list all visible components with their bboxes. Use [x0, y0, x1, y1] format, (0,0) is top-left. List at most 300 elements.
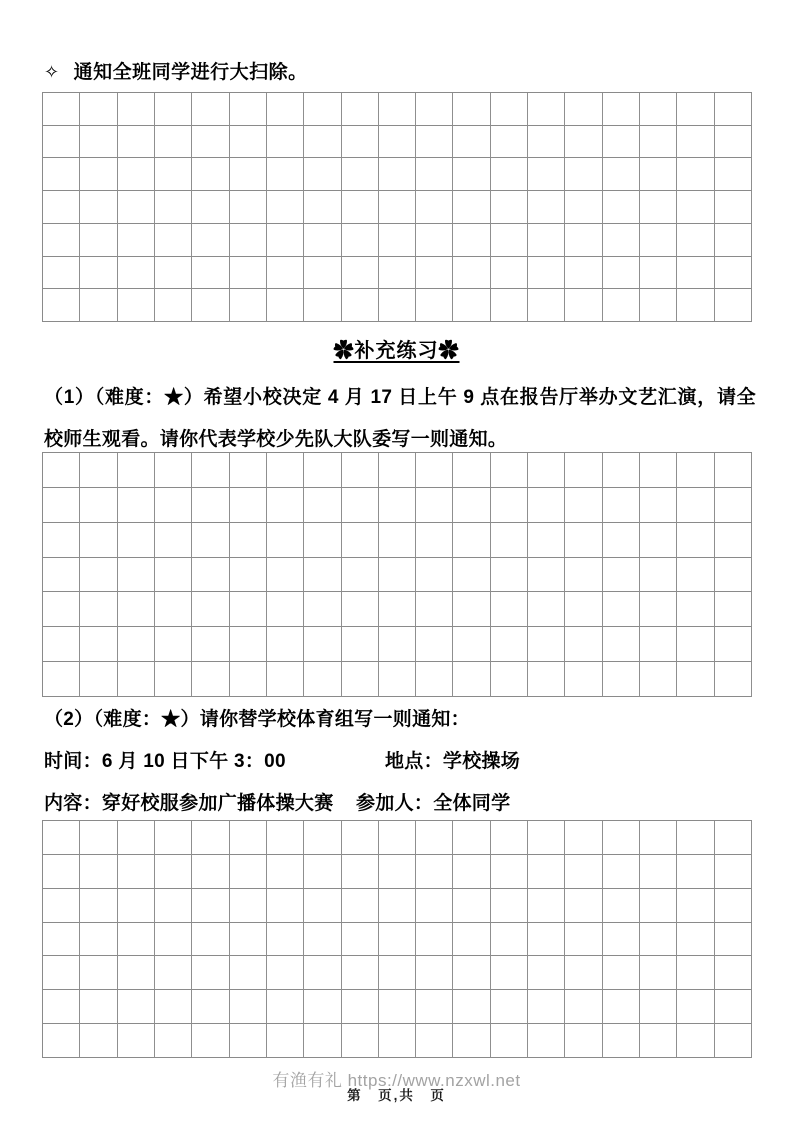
grid-cell: [80, 558, 117, 593]
grid-cell: [118, 523, 155, 558]
grid-cell: [491, 855, 528, 889]
grid-cell: [230, 488, 267, 523]
grid-cell: [453, 558, 490, 593]
grid-cell: [304, 558, 341, 593]
grid-cell: [603, 956, 640, 990]
grid-cell: [43, 990, 80, 1024]
grid-cell: [230, 558, 267, 593]
grid-cell: [491, 126, 528, 159]
grid-cell: [304, 289, 341, 322]
grid-cell: [80, 662, 117, 697]
grid-cell: [230, 224, 267, 257]
grid-cell: [603, 855, 640, 889]
grid-cell: [640, 257, 677, 290]
grid-cell: [677, 662, 714, 697]
grid-cell: [43, 191, 80, 224]
grid-cell: [379, 662, 416, 697]
grid-cell: [43, 126, 80, 159]
grid-cell: [603, 453, 640, 488]
grid-cell: [603, 289, 640, 322]
grid-cell: [565, 558, 602, 593]
grid-cell: [80, 592, 117, 627]
grid-cell: [491, 662, 528, 697]
grid-cell: [528, 662, 565, 697]
grid-cell: [453, 1024, 490, 1058]
grid-cell: [528, 523, 565, 558]
grid-cell: [640, 923, 677, 957]
grid-cell: [304, 126, 341, 159]
grid-cell: [267, 488, 304, 523]
grid-cell: [603, 1024, 640, 1058]
grid-cell: [379, 889, 416, 923]
grid-cell: [155, 224, 192, 257]
grid-cell: [565, 855, 602, 889]
grid-cell: [528, 126, 565, 159]
grid-cell: [677, 627, 714, 662]
grid-cell: [80, 191, 117, 224]
exercise2-time: 时间：6 月 10 日下午 3：00: [44, 751, 286, 772]
bullet-item: [44, 57, 754, 84]
section-heading-text: ✿补充练习✿: [333, 340, 460, 362]
grid-cell: [80, 855, 117, 889]
grid-cell: [603, 191, 640, 224]
grid-cell: [43, 956, 80, 990]
grid-cell: [640, 592, 677, 627]
grid-cell: [565, 257, 602, 290]
grid-cell: [304, 453, 341, 488]
grid-cell: [453, 990, 490, 1024]
grid-cell: [304, 889, 341, 923]
grid-cell: [565, 889, 602, 923]
grid-cell: [603, 93, 640, 126]
grid-cell: [416, 191, 453, 224]
answer-grid-2: [42, 452, 752, 697]
grid-cell: [416, 889, 453, 923]
grid-cell: [603, 821, 640, 855]
grid-cell: [118, 990, 155, 1024]
grid-cell: [416, 558, 453, 593]
grid-cell: [192, 889, 229, 923]
grid-cell: [267, 662, 304, 697]
page-number-text: 第 页,共 页: [347, 1088, 446, 1103]
grid-cell: [453, 453, 490, 488]
grid-cell: [565, 126, 602, 159]
grid-cell: [677, 855, 714, 889]
grid-cell: [528, 224, 565, 257]
grid-cell: [491, 990, 528, 1024]
grid-cell: [267, 889, 304, 923]
grid-cell: [416, 855, 453, 889]
grid-cell: [677, 453, 714, 488]
grid-cell: [491, 289, 528, 322]
grid-cell: [192, 93, 229, 126]
grid-cell: [453, 224, 490, 257]
grid-cell: [640, 453, 677, 488]
grid-cell: [342, 923, 379, 957]
grid-cell: [528, 93, 565, 126]
grid-cell: [342, 257, 379, 290]
grid-cell: [342, 289, 379, 322]
grid-cell: [118, 956, 155, 990]
grid-cell: [565, 990, 602, 1024]
grid-cell: [192, 523, 229, 558]
grid-cell: [192, 990, 229, 1024]
grid-cell: [453, 289, 490, 322]
grid-cell: [192, 488, 229, 523]
grid-cell: [677, 889, 714, 923]
grid-cell: [491, 257, 528, 290]
grid-cell: [491, 558, 528, 593]
grid-cell: [603, 990, 640, 1024]
grid-cell: [453, 191, 490, 224]
grid-cell: [640, 224, 677, 257]
grid-cell: [43, 821, 80, 855]
grid-cell: [379, 289, 416, 322]
grid-cell: [603, 523, 640, 558]
grid-cell: [528, 257, 565, 290]
grid-cell: [342, 224, 379, 257]
grid-cell: [118, 289, 155, 322]
grid-cell: [118, 93, 155, 126]
grid-cell: [80, 956, 117, 990]
grid-cell: [80, 224, 117, 257]
grid-cell: [565, 289, 602, 322]
grid-cell: [603, 662, 640, 697]
grid-cell: [80, 1024, 117, 1058]
grid-cell: [230, 158, 267, 191]
grid-cell: [192, 662, 229, 697]
grid-cell: [342, 990, 379, 1024]
grid-cell: [43, 488, 80, 523]
grid-cell: [155, 956, 192, 990]
grid-cell: [155, 257, 192, 290]
grid-cell: [342, 956, 379, 990]
grid-cell: [192, 627, 229, 662]
exercise1-text: （1）（难度：★）希望小校决定 4 月 17 日上午 9 点在报告厅举办文艺汇演，请全校师生观看。请你代表学校少先队大队委写一则通知。: [44, 387, 756, 450]
grid-cell: [342, 523, 379, 558]
grid-cell: [416, 93, 453, 126]
grid-cell: [715, 1024, 752, 1058]
grid-cell: [230, 923, 267, 957]
grid-cell: [230, 289, 267, 322]
grid-cell: [118, 627, 155, 662]
grid-cell: [230, 592, 267, 627]
grid-cell: [155, 855, 192, 889]
grid-cell: [155, 126, 192, 159]
grid-cell: [80, 821, 117, 855]
grid-cell: [565, 923, 602, 957]
grid-cell: [416, 662, 453, 697]
grid-cell: [715, 889, 752, 923]
grid-cell: [342, 855, 379, 889]
grid-cell: [565, 488, 602, 523]
grid-cell: [155, 453, 192, 488]
grid-cell: [416, 923, 453, 957]
grid-cell: [230, 1024, 267, 1058]
grid-cell: [304, 191, 341, 224]
grid-cell: [416, 592, 453, 627]
grid-cell: [80, 889, 117, 923]
grid-cell: [715, 923, 752, 957]
grid-cell: [677, 956, 714, 990]
grid-cell: [640, 662, 677, 697]
grid-cell: [230, 855, 267, 889]
grid-cell: [80, 257, 117, 290]
grid-cell: [416, 126, 453, 159]
grid-cell: [715, 488, 752, 523]
grid-cell: [603, 126, 640, 159]
grid-cell: [43, 923, 80, 957]
grid-cell: [640, 488, 677, 523]
grid-cell: [80, 488, 117, 523]
grid-cell: [528, 453, 565, 488]
grid-cell: [453, 257, 490, 290]
grid-cell: [342, 627, 379, 662]
grid-cell: [640, 990, 677, 1024]
grid-cell: [491, 1024, 528, 1058]
bullet-item-text: 通知全班同学进行大扫除。: [73, 62, 308, 83]
grid-cell: [304, 224, 341, 257]
grid-cell: [342, 126, 379, 159]
grid-cell: [416, 821, 453, 855]
grid-cell: [267, 453, 304, 488]
grid-cell: [379, 224, 416, 257]
grid-cell: [304, 923, 341, 957]
grid-cell: [118, 855, 155, 889]
grid-cell: [80, 627, 117, 662]
grid-cell: [416, 488, 453, 523]
grid-cell: [453, 956, 490, 990]
grid-cell: [342, 488, 379, 523]
grid-cell: [118, 662, 155, 697]
grid-cell: [715, 257, 752, 290]
grid-cell: [416, 990, 453, 1024]
grid-cell: [677, 191, 714, 224]
grid-cell: [416, 158, 453, 191]
grid-cell: [342, 191, 379, 224]
grid-cell: [155, 592, 192, 627]
grid-cell: [379, 488, 416, 523]
grid-cell: [677, 257, 714, 290]
grid-cell: [453, 821, 490, 855]
grid-cell: [416, 956, 453, 990]
grid-cell: [230, 257, 267, 290]
grid-cell: [43, 224, 80, 257]
grid-cell: [565, 1024, 602, 1058]
grid-cell: [230, 956, 267, 990]
grid-cell: [118, 191, 155, 224]
grid-cell: [192, 257, 229, 290]
grid-cell: [192, 558, 229, 593]
grid-cell: [267, 257, 304, 290]
grid-cell: [491, 592, 528, 627]
grid-cell: [453, 523, 490, 558]
grid-cell: [192, 855, 229, 889]
grid-cell: [640, 855, 677, 889]
grid-cell: [267, 1024, 304, 1058]
grid-cell: [118, 923, 155, 957]
grid-cell: [118, 257, 155, 290]
grid-cell: [118, 1024, 155, 1058]
grid-cell: [416, 224, 453, 257]
grid-cell: [715, 289, 752, 322]
grid-cell: [267, 93, 304, 126]
grid-cell: [155, 191, 192, 224]
grid-cell: [267, 558, 304, 593]
grid-cell: [192, 453, 229, 488]
grid-cell: [677, 289, 714, 322]
grid-cell: [603, 627, 640, 662]
grid-cell: [528, 855, 565, 889]
grid-cell: [453, 627, 490, 662]
grid-cell: [491, 821, 528, 855]
grid-cell: [43, 158, 80, 191]
section-heading: [0, 334, 793, 363]
grid-cell: [267, 158, 304, 191]
grid-cell: [491, 453, 528, 488]
grid-cell: [155, 821, 192, 855]
grid-cell: [155, 627, 192, 662]
grid-cell: [640, 889, 677, 923]
grid-cell: [453, 662, 490, 697]
grid-cell: [715, 126, 752, 159]
grid-cell: [491, 224, 528, 257]
grid-cell: [80, 990, 117, 1024]
grid-cell: [80, 93, 117, 126]
grid-cell: [267, 191, 304, 224]
grid-cell: [715, 93, 752, 126]
grid-cell: [715, 956, 752, 990]
grid-cell: [43, 289, 80, 322]
grid-cell: [379, 158, 416, 191]
grid-cell: [230, 662, 267, 697]
grid-cell: [640, 523, 677, 558]
grid-cell: [304, 627, 341, 662]
grid-cell: [603, 488, 640, 523]
grid-cell: [491, 523, 528, 558]
grid-cell: [565, 956, 602, 990]
exercise2-participants: 参加人：全体同学: [356, 793, 511, 814]
grid-cell: [43, 592, 80, 627]
grid-cell: [715, 662, 752, 697]
grid-cell: [230, 93, 267, 126]
grid-cell: [267, 990, 304, 1024]
grid-cell: [342, 592, 379, 627]
grid-cell: [304, 662, 341, 697]
grid-cell: [304, 956, 341, 990]
grid-cell: [528, 558, 565, 593]
grid-cell: [715, 855, 752, 889]
grid-cell: [416, 523, 453, 558]
grid-cell: [230, 191, 267, 224]
grid-cell: [342, 453, 379, 488]
grid-cell: [304, 821, 341, 855]
grid-cell: [528, 923, 565, 957]
grid-cell: [677, 592, 714, 627]
grid-cell: [528, 592, 565, 627]
grid-cell: [528, 990, 565, 1024]
answer-grid-1: [42, 92, 752, 322]
grid-cell: [192, 923, 229, 957]
grid-cell: [565, 453, 602, 488]
grid-cell: [304, 990, 341, 1024]
grid-cell: [230, 126, 267, 159]
grid-cell: [603, 558, 640, 593]
exercise2-content: 内容：穿好校服参加广播体操大赛: [44, 793, 334, 814]
grid-cell: [379, 523, 416, 558]
grid-cell: [379, 592, 416, 627]
grid-cell: [640, 627, 677, 662]
grid-cell: [416, 453, 453, 488]
grid-cell: [565, 523, 602, 558]
grid-cell: [80, 453, 117, 488]
grid-cell: [267, 523, 304, 558]
grid-cell: [528, 821, 565, 855]
exercise2-title: （2）（难度：★）请你替学校体育组写一则通知：: [44, 709, 470, 730]
grid-cell: [453, 158, 490, 191]
grid-cell: [267, 855, 304, 889]
grid-cell: [640, 93, 677, 126]
grid-cell: [453, 592, 490, 627]
grid-cell: [491, 191, 528, 224]
grid-cell: [342, 889, 379, 923]
answer-grid-3: [42, 820, 752, 1058]
grid-cell: [192, 224, 229, 257]
grid-cell: [118, 453, 155, 488]
grid-cell: [192, 821, 229, 855]
grid-cell: [155, 523, 192, 558]
grid-cell: [677, 224, 714, 257]
grid-cell: [491, 889, 528, 923]
exercise2-time-row: [0, 746, 793, 772]
grid-cell: [155, 662, 192, 697]
grid-cell: [43, 523, 80, 558]
grid-cell: [342, 558, 379, 593]
grid-cell: [304, 93, 341, 126]
grid-cell: [379, 923, 416, 957]
grid-cell: [603, 224, 640, 257]
grid-cell: [230, 523, 267, 558]
grid-cell: [416, 1024, 453, 1058]
grid-cell: [192, 289, 229, 322]
grid-cell: [640, 956, 677, 990]
grid-cell: [304, 158, 341, 191]
grid-cell: [80, 126, 117, 159]
grid-cell: [80, 523, 117, 558]
grid-cell: [43, 662, 80, 697]
grid-cell: [715, 523, 752, 558]
grid-cell: [416, 289, 453, 322]
grid-cell: [640, 558, 677, 593]
grid-cell: [192, 592, 229, 627]
grid-cell: [528, 627, 565, 662]
grid-cell: [43, 558, 80, 593]
grid-cell: [304, 855, 341, 889]
grid-cell: [379, 126, 416, 159]
grid-cell: [565, 627, 602, 662]
grid-cell: [230, 821, 267, 855]
grid-cell: [640, 191, 677, 224]
grid-cell: [80, 289, 117, 322]
grid-cell: [565, 191, 602, 224]
grid-cell: [155, 990, 192, 1024]
grid-cell: [379, 956, 416, 990]
exercise2-content-row: [0, 788, 793, 814]
grid-cell: [453, 923, 490, 957]
grid-cell: [640, 158, 677, 191]
grid-cell: [379, 453, 416, 488]
grid-cell: [155, 289, 192, 322]
